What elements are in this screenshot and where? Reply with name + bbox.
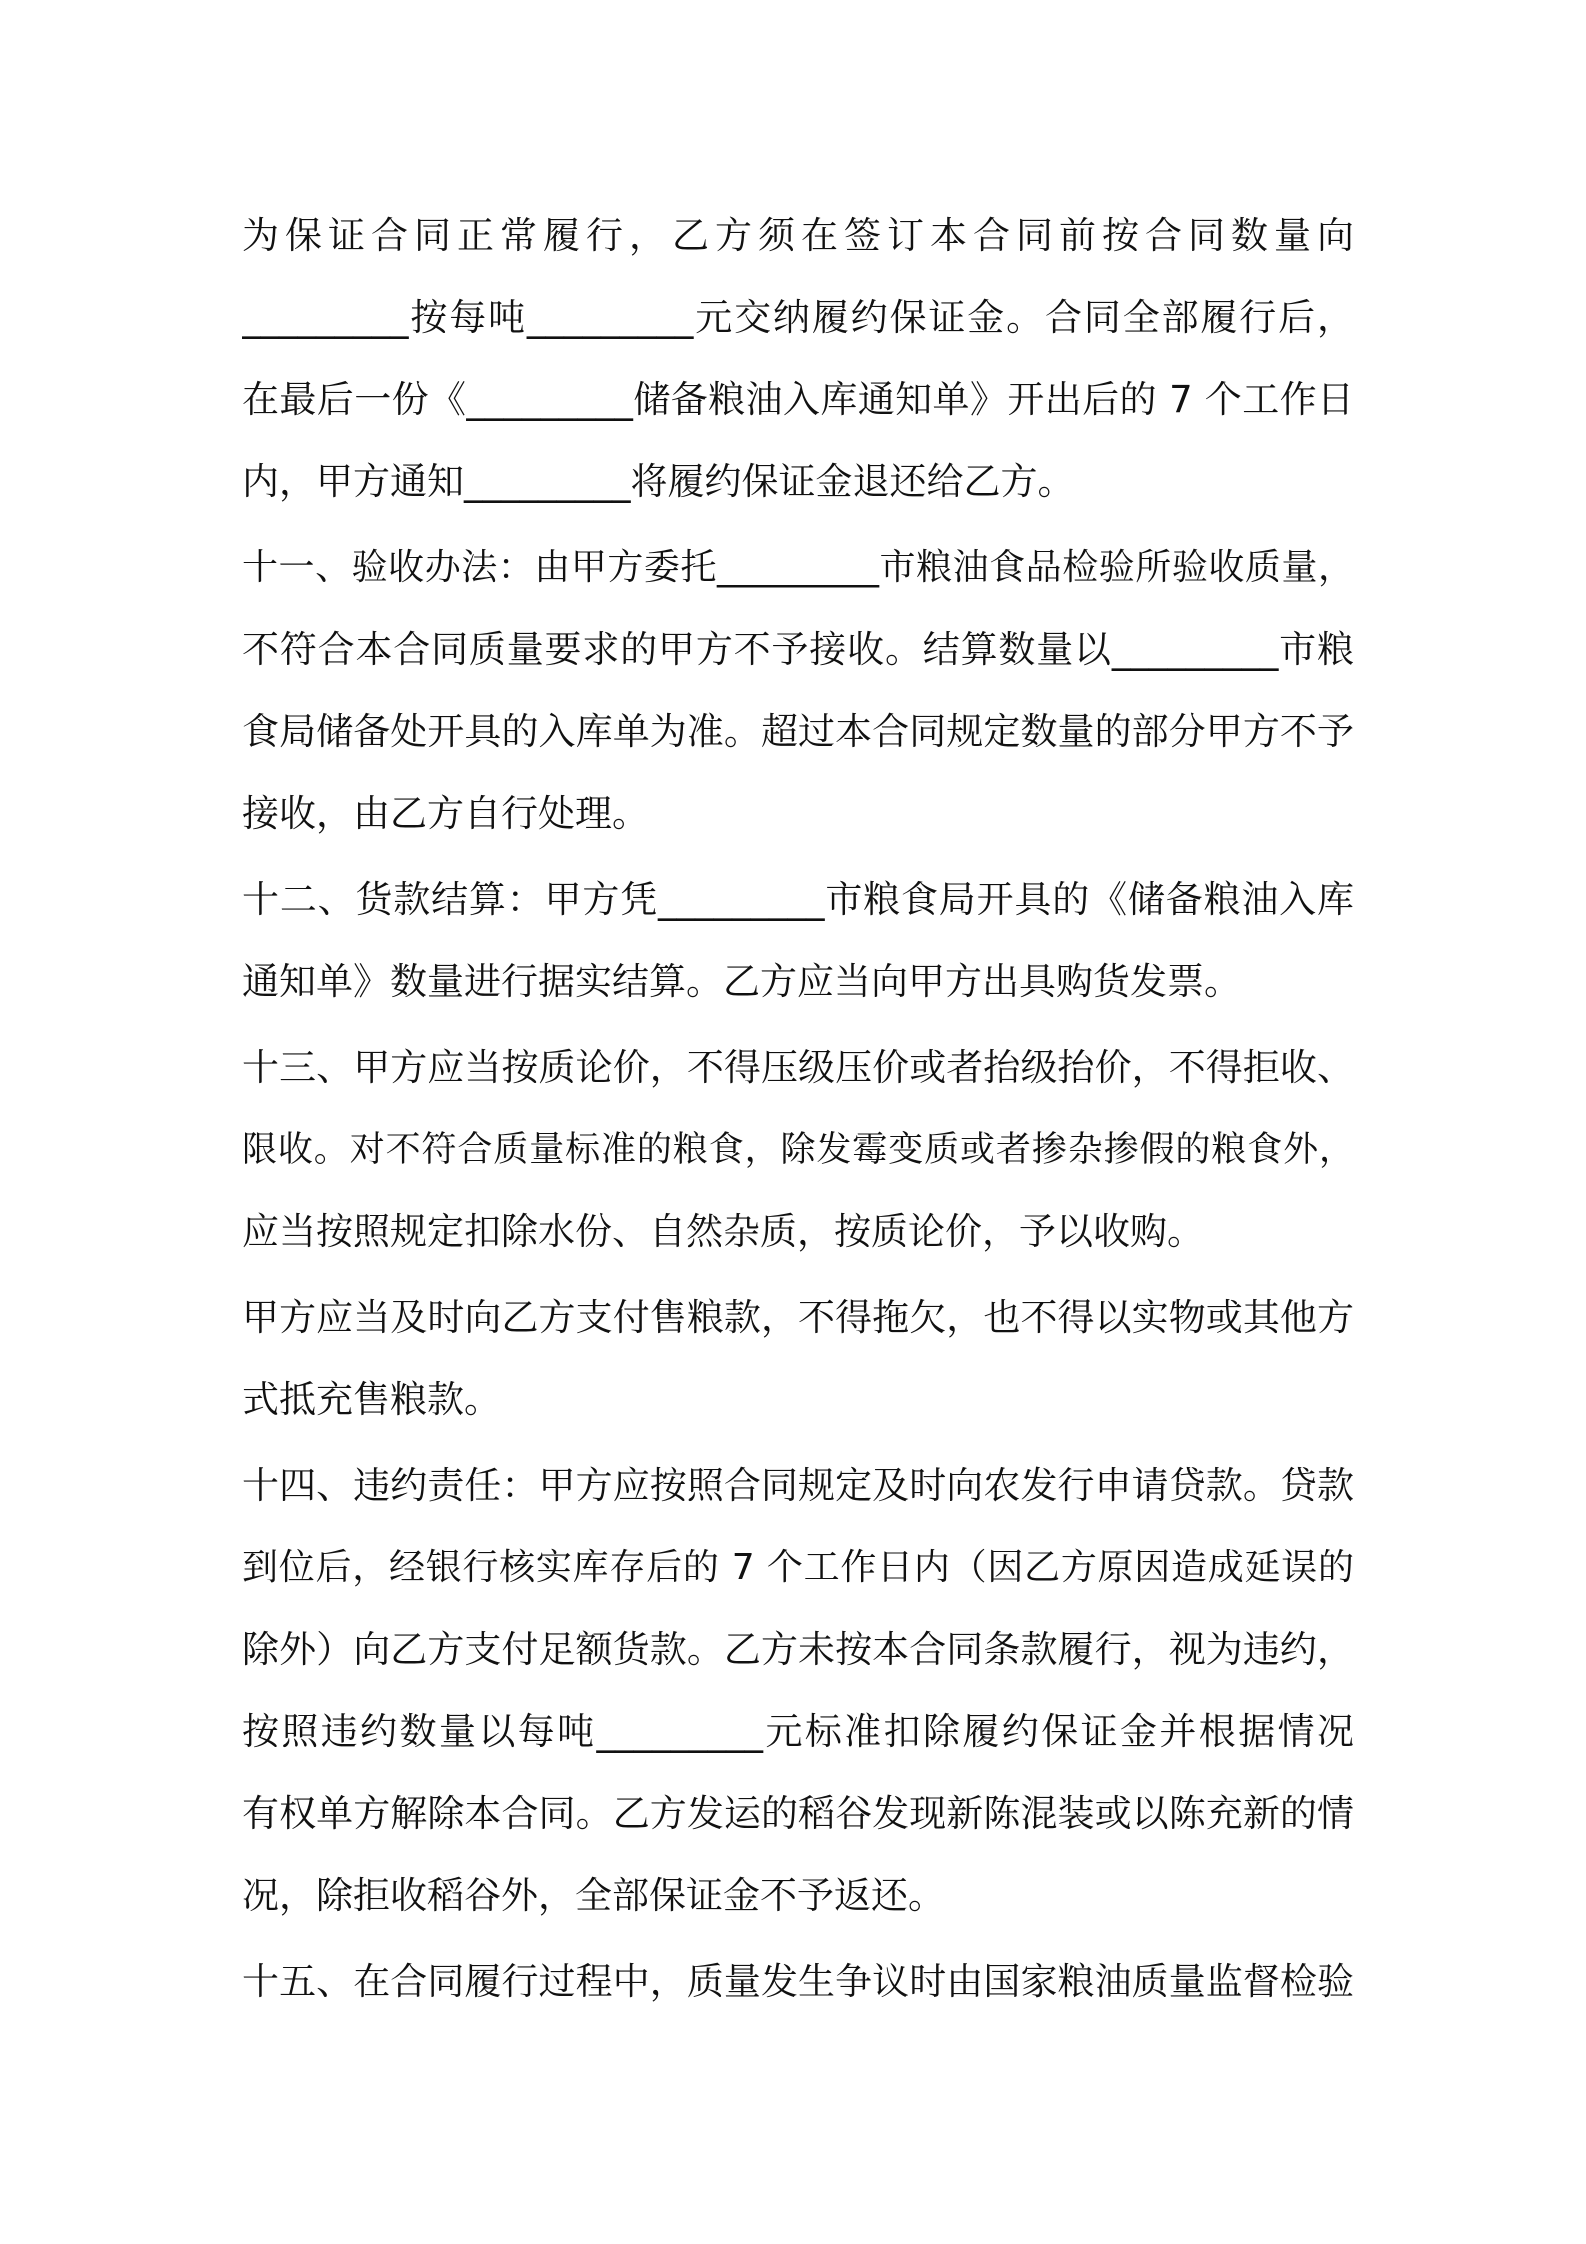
text-line: 况，除拒收稻谷外，全部保证金不予返还。 <box>242 1874 945 1917</box>
text-line: 十三、甲方应当按质论价，不得压级压价或者抬级抬价，不得拒收、 <box>242 1046 1354 1089</box>
document-page <box>242 195 1354 2023</box>
text-line: 到位后，经银行核实库存后的 7 个工作日内（因乙方原因造成延误的 <box>242 1547 1354 1588</box>
text-line: 按照违约数量以每吨_________元标准扣除履约保证金并根据情况 <box>242 1710 1354 1753</box>
text-line: 应当按照规定扣除水份、自然杂质，按质论价，予以收购。 <box>242 1210 1204 1253</box>
text-line: 食局储备处开具的入库单为准。超过本合同规定数量的部分甲方不予 <box>242 710 1354 753</box>
text-line: 十五、在合同履行过程中，质量发生争议时由国家粮油质量监督检验 <box>242 1960 1354 2003</box>
text-line: 通知单》数量进行据实结算。乙方应当向甲方出具购货发票。 <box>242 960 1241 1003</box>
text-line: 十四、违约责任：甲方应按照合同规定及时向农发行申请贷款。贷款 <box>242 1464 1354 1507</box>
text-line: _________按每吨_________元交纳履约保证金。合同全部履行后， <box>242 296 1354 339</box>
text-line: 接收，由乙方自行处理。 <box>242 792 649 835</box>
text-line: 式抵充售粮款。 <box>242 1378 501 1421</box>
text-line: 为保证合同正常履行，乙方须在签订本合同前按合同数量向 <box>242 214 1354 257</box>
text-line: 除外）向乙方支付足额货款。乙方未按本合同条款履行，视为违约， <box>242 1628 1354 1671</box>
text-line: 在最后一份《_________储备粮油入库通知单》开出后的 7 个工作日 <box>242 378 1354 421</box>
text-line: 甲方应当及时向乙方支付售粮款，不得拖欠，也不得以实物或其他方 <box>242 1296 1354 1339</box>
text-line: 十二、货款结算：甲方凭_________市粮食局开具的《储备粮油入库 <box>242 878 1354 921</box>
text-line: 十一、验收办法：由甲方委托_________市粮油食品检验所验收质量， <box>242 547 1354 588</box>
text-line: 有权单方解除本合同。乙方发运的稻谷发现新陈混装或以陈充新的情 <box>242 1792 1354 1835</box>
text-line: 限收。对不符合质量标准的粮食，除发霉变质或者掺杂掺假的粮食外， <box>242 1130 1354 1170</box>
text-line: 内，甲方通知_________将履约保证金退还给乙方。 <box>242 460 1075 503</box>
text-line: 不符合本合同质量要求的甲方不予接收。结算数量以_________市粮 <box>242 628 1354 671</box>
